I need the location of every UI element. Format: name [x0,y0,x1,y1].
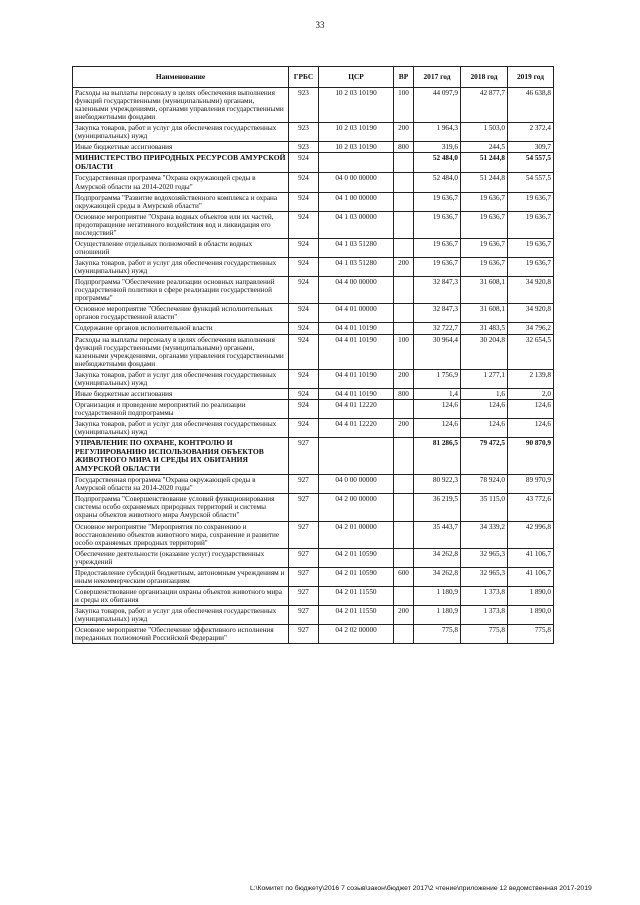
row-2018: 32 965,3 [461,567,508,586]
row-csr: 10 2 03 10190 [319,142,394,153]
row-vr [394,399,414,418]
row-2019: 19 636,7 [508,192,554,211]
row-2017: 81 286,5 [414,438,461,475]
row-grbs: 924 [289,153,319,173]
row-2019: 2 372,4 [508,123,554,142]
row-name: Подпрограмма "Развитие водохозяйственного комплекса и охрана окружающей среды в Амурской области" [73,192,289,211]
row-2017: 1 964,3 [414,123,461,142]
row-2018: 78 924,0 [461,475,508,494]
row-2017: 52 484,0 [414,153,461,173]
table-body [73,88,554,644]
row-2017: 36 219,5 [414,494,461,521]
row-grbs: 924 [289,258,319,277]
row-vr: 200 [394,606,414,625]
row-2019: 19 636,7 [508,211,554,238]
row-2018: 124,6 [461,399,508,418]
row-2018: 19 636,7 [461,238,508,257]
row-vr [394,625,414,644]
table-row [73,304,554,323]
row-2018: 31 483,5 [461,323,508,334]
row-name: Основное мероприятие "Обеспечение функций исполнительных органов государственной власти" [73,304,289,323]
row-name: Закупка товаров, работ и услуг для обеспечения государственных (муниципальных) нужд [73,419,289,438]
row-2017: 19 636,7 [414,211,461,238]
footer-path: L:\Комитет по бюджету\2016 7 созыв\закон\бюджет 2017\2 чтение\приложение 12 ведомственная 2017-2019 [250,885,592,892]
row-name: Закупка товаров, работ и услуг для обеспечения государственных (муниципальных) нужд [73,369,289,388]
row-grbs: 924 [289,211,319,238]
row-csr: 04 4 01 00000 [319,304,394,323]
row-vr: 200 [394,123,414,142]
row-grbs: 924 [289,334,319,369]
row-csr: 04 4 01 10190 [319,369,394,388]
table-row [73,192,554,211]
row-2017: 124,6 [414,399,461,418]
table-row [73,438,554,475]
row-name: Основное мероприятие "Обеспечение эффективного исполнения переданных полномочий Российской Федерации" [73,625,289,644]
row-name: Основное мероприятие "Охрана водных объектов или их частей, предотвращение негативного воздействия вод и ликвидация его последствий" [73,211,289,238]
row-2019: 124,6 [508,419,554,438]
table-row [73,173,554,192]
row-name: Совершенствование организации охраны объектов животного мира и среды их обитания [73,586,289,605]
header-2019: 2019 год [508,67,554,88]
row-grbs: 924 [289,192,319,211]
row-name: Иные бюджетные ассигнования [73,388,289,399]
row-vr [394,548,414,567]
row-name: УПРАВЛЕНИЕ ПО ОХРАНЕ, КОНТРОЛЮ И РЕГУЛИРОВАНИЮ ИСПОЛЬЗОВАНИЯ ОБЪЕКТОВ ЖИВОТНОГО МИРА И СРЕДЫ ИХ ОБИТАНИЯ АМУРСКОЙ ОБЛАСТИ [73,438,289,475]
row-name: Расходы на выплаты персоналу в целях обеспечения выполнения функций государственными (муниципальными) органами, казенными учреждениями, органами управления государственными внебюджетными фондами [73,88,289,123]
row-grbs: 924 [289,419,319,438]
table-header-row [73,67,554,88]
row-grbs: 927 [289,475,319,494]
table-row [73,625,554,644]
row-2017: 19 636,7 [414,258,461,277]
table-row [73,521,554,548]
row-name: Основное мероприятие "Мероприятия по сохранению и восстановлению объектов животного мира, сохранение и развитие особо охраняемых природных территорий" [73,521,289,548]
row-2017: 32 847,3 [414,277,461,304]
row-csr: 04 2 00 00000 [319,494,394,521]
row-grbs: 927 [289,586,319,605]
row-vr [394,192,414,211]
row-grbs: 927 [289,438,319,475]
row-vr [394,475,414,494]
row-vr [394,277,414,304]
table-row [73,567,554,586]
row-2018: 19 636,7 [461,211,508,238]
row-2019: 46 638,8 [508,88,554,123]
row-2019: 43 772,6 [508,494,554,521]
table-row [73,123,554,142]
row-name: Иные бюджетные ассигнования [73,142,289,153]
row-2018: 31 608,1 [461,304,508,323]
row-grbs: 927 [289,548,319,567]
header-grbs: ГРБС [289,67,319,88]
row-vr [394,153,414,173]
row-2019: 54 557,5 [508,153,554,173]
row-2018: 1 373,8 [461,606,508,625]
row-vr [394,521,414,548]
row-2017: 52 484,0 [414,173,461,192]
row-csr: 04 0 00 00000 [319,173,394,192]
row-2019: 34 920,8 [508,304,554,323]
row-vr: 200 [394,369,414,388]
row-2019: 309,7 [508,142,554,153]
row-vr [394,211,414,238]
row-grbs: 927 [289,521,319,548]
row-2019: 32 654,5 [508,334,554,369]
row-2018: 19 636,7 [461,192,508,211]
row-2019: 34 920,8 [508,277,554,304]
row-2019: 1 890,0 [508,606,554,625]
row-2019: 19 636,7 [508,258,554,277]
row-csr: 04 1 03 51280 [319,238,394,257]
row-2017: 1 180,9 [414,606,461,625]
header-vr: ВР [394,67,414,88]
row-2018: 42 877,7 [461,88,508,123]
row-vr: 200 [394,419,414,438]
row-2018: 79 472,5 [461,438,508,475]
row-csr: 04 4 01 10190 [319,334,394,369]
row-vr [394,586,414,605]
row-2018: 124,6 [461,419,508,438]
row-csr: 04 2 01 10590 [319,567,394,586]
row-csr: 04 4 01 10190 [319,388,394,399]
row-name: Содержание органов исполнительной власти [73,323,289,334]
row-2018: 35 115,0 [461,494,508,521]
row-name: Государственная программа "Охрана окружающей среды в Амурской области на 2014-2020 годы" [73,475,289,494]
row-csr [319,438,394,475]
row-csr: 04 1 03 00000 [319,211,394,238]
row-2018: 244,5 [461,142,508,153]
row-grbs: 927 [289,494,319,521]
table-row [73,238,554,257]
row-grbs: 924 [289,277,319,304]
table-row [73,586,554,605]
table-row [73,211,554,238]
row-2017: 319,6 [414,142,461,153]
row-2018: 19 636,7 [461,258,508,277]
row-name: Закупка товаров, работ и услуг для обеспечения государственных (муниципальных) нужд [73,258,289,277]
row-2019: 775,8 [508,625,554,644]
row-2017: 19 636,7 [414,192,461,211]
row-csr: 04 2 01 11550 [319,586,394,605]
row-grbs: 924 [289,323,319,334]
row-csr [319,153,394,173]
row-vr [394,304,414,323]
row-csr: 04 4 01 10190 [319,323,394,334]
row-vr: 600 [394,567,414,586]
row-vr: 200 [394,258,414,277]
row-2017: 44 097,9 [414,88,461,123]
row-2017: 35 443,7 [414,521,461,548]
row-grbs: 927 [289,567,319,586]
row-name: Государственная программа "Охрана окружающей среды в Амурской области на 2014-2020 годы" [73,173,289,192]
page-number: 33 [315,20,325,30]
row-2019: 2 139,8 [508,369,554,388]
table-row [73,88,554,123]
row-grbs: 923 [289,123,319,142]
row-2019: 42 996,8 [508,521,554,548]
row-grbs: 927 [289,625,319,644]
row-grbs: 923 [289,88,319,123]
table-row [73,399,554,418]
row-csr: 04 0 00 00000 [319,475,394,494]
row-2017: 1 756,9 [414,369,461,388]
table-row [73,153,554,173]
row-2018: 30 204,8 [461,334,508,369]
row-name: Предоставление субсидий бюджетным, автономным учреждениям и иным некоммерческим организациям [73,567,289,586]
row-2019: 124,6 [508,399,554,418]
row-name: Организация и проведение мероприятий по реализации государственной подпрограммы [73,399,289,418]
table-row [73,548,554,567]
row-grbs: 924 [289,238,319,257]
table-row [73,388,554,399]
row-csr: 10 2 03 10190 [319,123,394,142]
row-vr [394,238,414,257]
row-vr: 800 [394,388,414,399]
row-csr: 04 4 01 12220 [319,419,394,438]
row-2017: 19 636,7 [414,238,461,257]
row-grbs: 924 [289,369,319,388]
row-2018: 1 503,0 [461,123,508,142]
table-row [73,142,554,153]
row-2019: 2,0 [508,388,554,399]
row-2018: 51 244,8 [461,153,508,173]
row-2018: 51 244,8 [461,173,508,192]
row-name: Закупка товаров, работ и услуг для обеспечения государственных (муниципальных) нужд [73,123,289,142]
row-vr: 100 [394,88,414,123]
row-grbs: 924 [289,399,319,418]
table-row [73,258,554,277]
row-2019: 54 557,5 [508,173,554,192]
row-csr: 04 1 00 00000 [319,192,394,211]
row-2017: 30 964,4 [414,334,461,369]
row-csr: 04 2 01 11550 [319,606,394,625]
row-2017: 32 847,3 [414,304,461,323]
table-row [73,334,554,369]
row-2018: 34 339,2 [461,521,508,548]
row-name: МИНИСТЕРСТВО ПРИРОДНЫХ РЕСУРСОВ АМУРСКОЙ ОБЛАСТИ [73,153,289,173]
row-name: Обеспечение деятельности (оказание услуг) государственных учреждений [73,548,289,567]
row-2018: 1,6 [461,388,508,399]
row-2017: 32 722,7 [414,323,461,334]
row-2017: 1,4 [414,388,461,399]
row-2017: 1 180,9 [414,586,461,605]
row-vr: 100 [394,334,414,369]
row-vr [394,494,414,521]
row-2017: 34 262,8 [414,567,461,586]
table-row [73,323,554,334]
row-2018: 1 373,8 [461,586,508,605]
row-grbs: 924 [289,304,319,323]
table-row [73,494,554,521]
header-csr: ЦСР [319,67,394,88]
row-grbs: 927 [289,606,319,625]
row-2018: 31 608,1 [461,277,508,304]
row-csr: 04 2 01 10590 [319,548,394,567]
row-name: Осуществление отдельных полномочий в области водных отношений [73,238,289,257]
row-csr: 04 4 00 00000 [319,277,394,304]
row-2018: 32 965,3 [461,548,508,567]
row-name: Подпрограмма "Обеспечение реализации основных направлений государственной политики в сфере реализации государственной программы" [73,277,289,304]
header-2018: 2018 год [461,67,508,88]
row-2017: 80 922,3 [414,475,461,494]
row-csr: 04 4 01 12220 [319,399,394,418]
row-csr: 04 2 02 00000 [319,625,394,644]
row-2019: 90 870,9 [508,438,554,475]
row-csr: 04 2 01 00000 [319,521,394,548]
row-grbs: 923 [289,142,319,153]
row-2017: 34 262,8 [414,548,461,567]
table-row [73,369,554,388]
row-2019: 1 890,0 [508,586,554,605]
header-2017: 2017 год [414,67,461,88]
row-2019: 89 970,9 [508,475,554,494]
row-2017: 775,8 [414,625,461,644]
row-2019: 19 636,7 [508,238,554,257]
row-2018: 1 277,1 [461,369,508,388]
row-name: Расходы на выплаты персоналу в целях обеспечения выполнения функций государственными (муниципальными) органами, казенными учреждениями, органами управления государственными внебюджетными фондами [73,334,289,369]
row-name: Закупка товаров, работ и услуг для обеспечения государственных (муниципальных) нужд [73,606,289,625]
table-row [73,475,554,494]
row-csr: 10 2 03 10190 [319,88,394,123]
row-grbs: 924 [289,388,319,399]
row-2019: 34 796,2 [508,323,554,334]
table-row [73,606,554,625]
row-2019: 41 106,7 [508,548,554,567]
row-vr: 800 [394,142,414,153]
row-2017: 124,6 [414,419,461,438]
row-2018: 775,8 [461,625,508,644]
row-vr [394,438,414,475]
row-grbs: 924 [289,173,319,192]
row-2019: 41 106,7 [508,567,554,586]
table-row [73,277,554,304]
budget-table [72,66,554,644]
row-vr [394,323,414,334]
row-name: Подпрограмма "Совершенствование условий функционирования системы особо охраняемых природных территорий и системы охраны объектов животного мира Амурской области" [73,494,289,521]
header-name: Наименование [73,67,289,88]
row-vr [394,173,414,192]
row-csr: 04 1 03 51280 [319,258,394,277]
table-row [73,419,554,438]
